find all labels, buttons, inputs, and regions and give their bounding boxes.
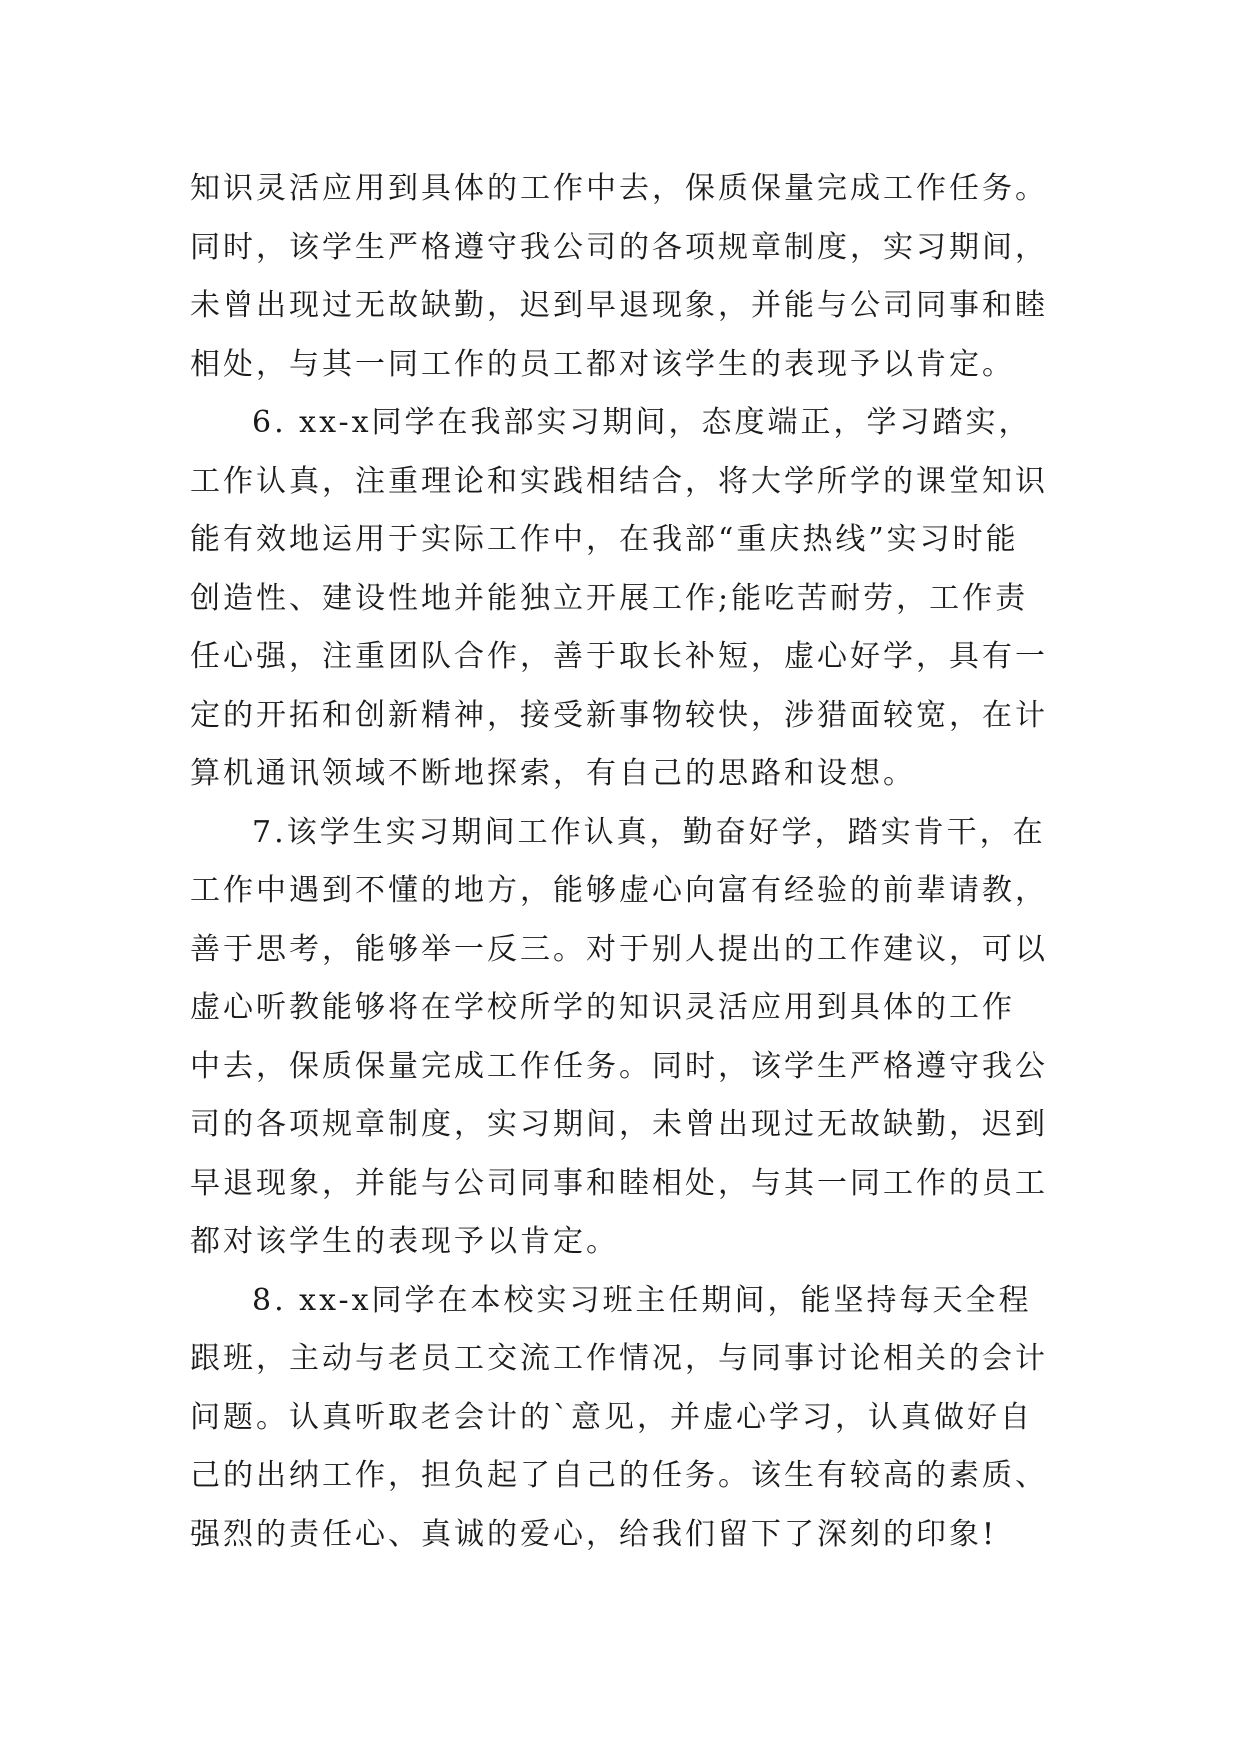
- text-line: 司的各项规章制度，实习期间，未曾出现过无故缺勤，迟到: [190, 1107, 1048, 1142]
- text-line: 虚心听教能够将在学校所学的知识灵活应用到具体的工作: [190, 990, 1015, 1025]
- text-line: 相处，与其一同工作的员工都对该学生的表现予以肯定。: [190, 346, 1015, 382]
- text-line: 未曾出现过无故缺勤，迟到早退现象，并能与公司同事和睦: [190, 288, 1048, 323]
- text-line: 任心强，注重团队合作，善于取长补短，虚心好学，具有一: [190, 639, 1048, 674]
- text-line: 善于思考，能够举一反三。对于别人提出的工作建议，可以: [190, 931, 1048, 967]
- text-line: 工作认真，注重理论和实践相结合，将大学所学的课堂知识: [190, 463, 1048, 499]
- paragraph-7-first-line: 7.该学生实习期间工作认真，勤奋好学，踏实肯干，在: [252, 814, 1046, 850]
- text-line: 创造性、建设性地并能独立开展工作;能吃苦耐劳，工作责: [190, 580, 1029, 616]
- text-line: 跟班，主动与老员工交流工作情况，与同事讨论相关的会计: [190, 1341, 1048, 1376]
- text-line: 问题。认真听取老会计的`意见，并虚心学习，认真做好自: [190, 1399, 1033, 1435]
- text-line: 知识灵活应用到具体的工作中去，保质保量完成工作任务。: [190, 171, 1048, 206]
- text-line: 定的开拓和创新精神，接受新事物较快，涉猎面较宽，在计: [190, 697, 1048, 733]
- text-line: 早退现象，并能与公司同事和睦相处，与其一同工作的员工: [190, 1165, 1048, 1201]
- body-text: [190, 160, 1070, 1564]
- text-line: 中去，保质保量完成工作任务。同时，该学生严格遵守我公: [190, 1048, 1048, 1084]
- text-line: 能有效地运用于实际工作中，在我部“重庆热线”实习时能: [190, 522, 1019, 557]
- text-line: 都对该学生的表现予以肯定。: [190, 1224, 619, 1259]
- paragraph-8-first-line: 8. xx-x同学在本校实习班主任期间，能坚持每天全程: [252, 1282, 1032, 1318]
- text-line: 工作中遇到不懂的地方，能够虚心向富有经验的前辈请教，: [190, 873, 1048, 908]
- text-line: 算机通讯领域不断地探索，有自己的思路和设想。: [190, 756, 916, 791]
- text-line: 强烈的责任心、真诚的爱心，给我们留下了深刻的印象!: [190, 1516, 998, 1552]
- text-line: 同时，该学生严格遵守我公司的各项规章制度，实习期间，: [190, 229, 1048, 265]
- text-line: 己的出纳工作，担负起了自己的任务。该生有较高的素质、: [190, 1458, 1048, 1493]
- paragraph-6-first-line: 6. xx-x同学在我部实习期间，态度端正，学习踏实，: [252, 405, 1032, 440]
